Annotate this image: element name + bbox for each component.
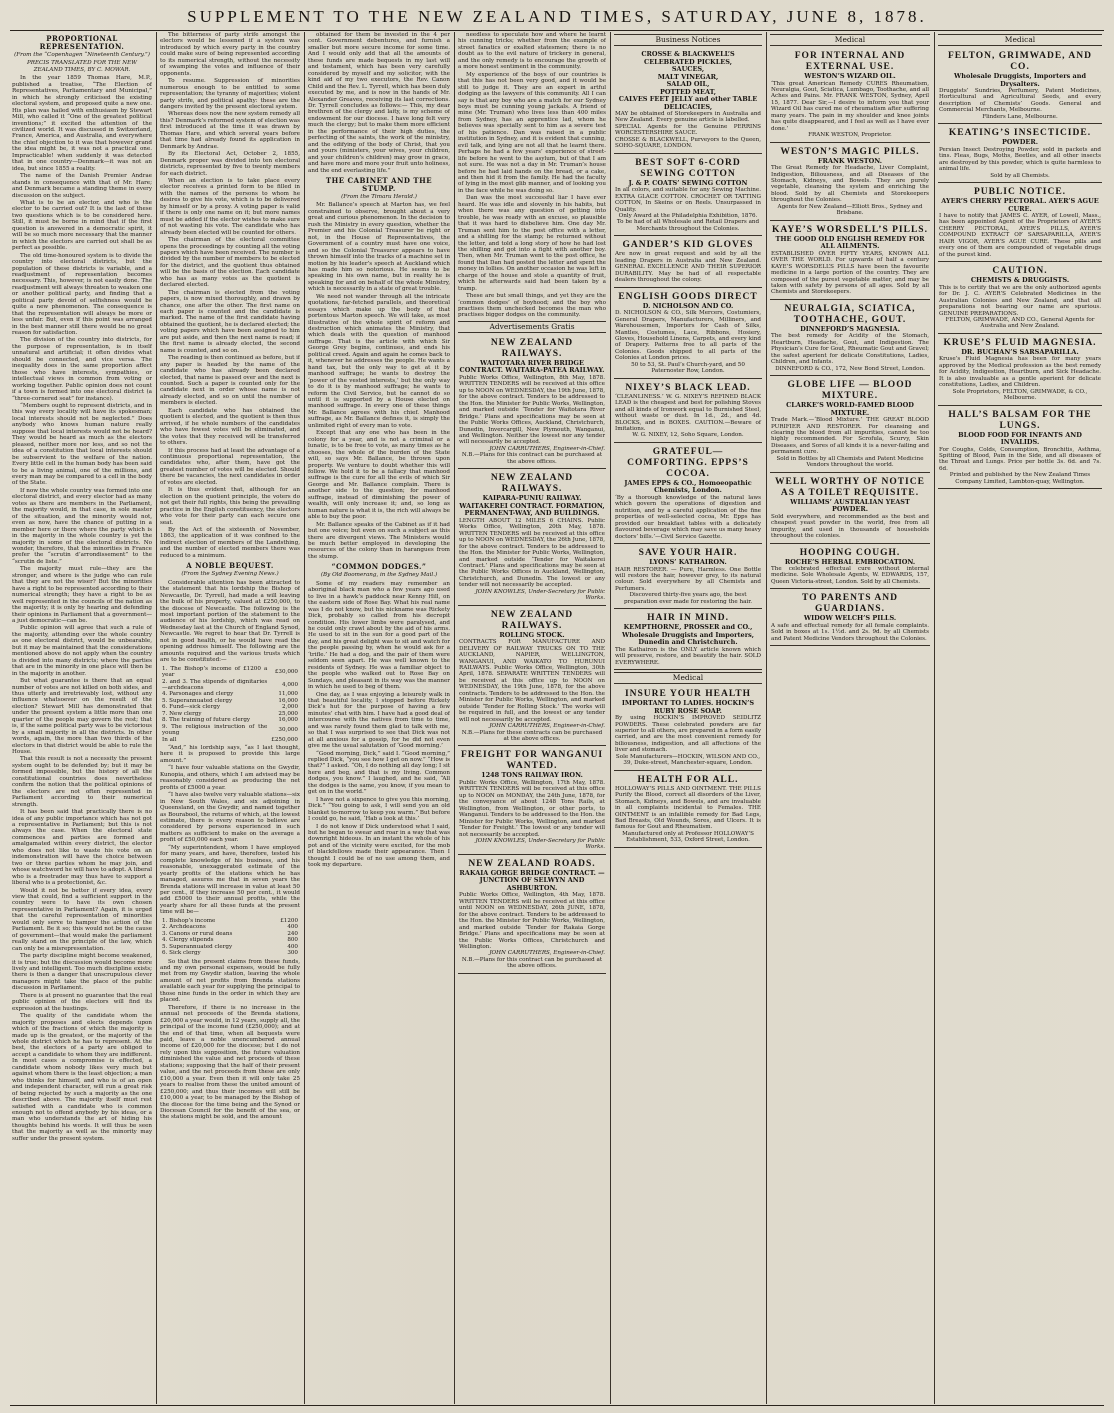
advertisement [938, 336, 1102, 406]
advertisement-body: A safe and effectual remedy for all female complaints. Sold in boxes at 1s. 1½d. and 2s. 9d. by all Chemists and Patent Medicine Vendors throughout the Colonies. [771, 622, 929, 642]
advertisement-note: Manufactured only at Professor HOLLOWAY’S Establishment, 533, Oxford Street, London. [622, 830, 754, 844]
table-cell-amount: 16,000 [278, 717, 298, 724]
column-medical-2 [938, 32, 1102, 1404]
advertisement-body: Public Works Office, Wellington, 8th May, 1878. WRITTEN TENDERS will be received at this office up to NOON on WEDNESDAY, the 19th June, 1878, for the above contract. Tenders to be addressed to the Hon. the Minister for Public Works, Wellington, and marked outside ‘Tender for Waitotara River Bridge.’ Plans and specifications may be seen at the Public Works Offices, Auckland, Christchurch, Dunedin, Invercargill, New Plymouth, Wanganui, and Wellington. Neither the lowest nor any tender will necessarily be accepted. [459, 374, 605, 446]
advertisement-note: N.B.—Plans for this contract can be purchased at the above offices. [461, 956, 603, 970]
table-row [160, 950, 300, 956]
article-heading-noble-bequest: A NOBLE BEQUEST. [186, 561, 274, 571]
advertisement-subhead: ROCHE’S HERBAL EMBROCATION. [784, 557, 916, 566]
article-paragraph: “My superintendent, whom I have employed for many years, and have, therefore, tested his complete knowledge of his business, and his reasonable, unexaggerated estimate of the yearly profits of the stations which he has managed, assures me that in seven years the Brenda stations will increase in value at least 50 per cent., if they increase 50 per cent., it would add £5000 to their annual profits, while the yearly share for all these funds at the present time will be— [160, 844, 300, 916]
column-proportional-representation [12, 32, 152, 1404]
business-notice-line: MAY be obtained of Storekeepers in Australia and New Zealand. Every genuine article is labelled. [615, 111, 761, 124]
advertisement [458, 857, 606, 974]
article-paragraph: If now the whole country was formed into one electoral district, and every elector had as many votes as there are members in the Parliament, the majority would, in that case, in sole master of the situation, and the minority would not, even as now, have the chance of putting in a member here or there where the party which is in the majority in the whole country is yet the majority in some of the electoral districts. No wonder, therefore, that the minorities in France prefer the “scrutin d’arrondissement” to the “scrutin de liste.” [12, 487, 152, 565]
advertisement-headline: GLOBE LIFE — BLOOD MIXTURE. [787, 380, 913, 402]
advertisement-headline: HALL’S BALSAM FOR THE LUNGS. [948, 409, 1092, 431]
advertisement-body: The best remedy for Acidity of the Stomach, Heartburn, Headache, Gout, and Indigestion. The Physician’s Cure for Gout, Rheumatic Gout and Gravel; the safest aperient for delicate Constitutions, Ladies, Children, and Infants. [771, 333, 929, 366]
advertisement-note: 50 to 53, St. Paul’s Church-yard, and 50 Paternoster Row, London. [631, 361, 745, 375]
column-business-notices [614, 32, 762, 1404]
business-notice-line: POTTED MEAT, [659, 87, 717, 96]
column-divider [454, 32, 455, 1404]
column-divider [610, 32, 611, 1404]
column-divider [766, 32, 767, 1404]
advertisement-subhead: Wholesale Druggists, Importers and Drysalters. [953, 72, 1087, 88]
table-row [160, 679, 300, 692]
article-translator: PRECIS TRANSLATED FOR THE NEW ZEALAND TIMES, BY C. MOWAR. [26, 60, 138, 73]
advertisement-body: ‘CLEANLINESS.’ W. G. NIXEY’S REFINED BLACK LEAD is the cheapest and best for polishing Stoves and all kinds of Ironwork equal to Burnished Steel, without waste or dust. In 1d., 2d., and 4d. BLOCKS, and in BOXES. CAUTION.—Beware of Imitations. [615, 393, 761, 432]
article-heading-proportional: PROPORTIONAL REPRESENTATION. [39, 34, 125, 51]
business-notice-line: CALVES FEET JELLY and other TABLE DELICACIES, [618, 95, 758, 111]
advertisement-body: The celebrated effectual cure without internal medicine. Sole Wholesale Agents, W. EDWARDS, 157, Queen Victoria-street, London. Sold by all Chemists. [771, 566, 929, 585]
advertisement-subhead: WIDOW WELCH’S PILLS. [803, 614, 897, 623]
business-notice-line: SPECIAL Agents for the Genuine PERRINS WORCESTERSHIRE SAUCE. [615, 123, 761, 137]
article-paragraph: That this result is not a necessity the present system ought to be defended by; but it may be formed impossible, but the history of all the constitutional countries does nevertheless confirm the notion that the political opinions of the electors are not often represented in Parliament according to their numerical strength. [12, 756, 152, 808]
article-paragraph: Some of my readers may remember an aboriginal black man who a few years ago used to live in a hawk’s paddock near Kenny Hill, on the eastern side of Rose Bay. What his real name was I do not know, but his nickname was Rickety Dick, probably so called from his decrepit condition. His lower limbs were paralysed, and he could only crawl about by the aid of his arms. He used to sit in the sun for a good part of the day, and his great delight was to sit and watch for the people passing by, when he would ask for a ‘trifle.’ He had a dog, and the pair of them were seldom seen apart. He was well known to the residents of Sydney. He was a familiar object to the people who walked out to Rose Bay on Sundays, and pleasant in its way was the manner in which he used to beg of them. [308, 580, 450, 691]
table-cell-amount: 240 [287, 930, 298, 937]
table-cell-amount: 300 [287, 950, 298, 957]
table-cell-label: 7. New clergy [162, 710, 202, 717]
advertisement [770, 145, 930, 221]
table-cell-label: In all [162, 736, 177, 743]
advertisement-note: W. G. NIXEY, 12, Soho Square, London. [632, 432, 744, 439]
advertisement [614, 156, 762, 237]
advertisement [614, 381, 762, 443]
advertisement-subhead: J. & P. COATS’ SEWING COTTON [628, 178, 748, 187]
advertisement-body: ESTABLISHED OVER FIFTY YEARS, KNOWN ALL OVER THE WORLD. For upwards of half a century KAYE’S WORSDELL’S PILLS have been the favourite medicine in a large portion of the country. They are composed of the purest vegetable matter, and may be taken with safety by persons of all ages. Sold by all Chemists and Storekeepers. [771, 250, 929, 296]
advertisement-note: DINNEFORD & CO., 172, New Bond Street, London. [775, 365, 925, 372]
advertisement-body: ‘This great American Remedy CURES Rheumatism, Neuralgia, Gout, Sciatica, Lumbago, Toothache, and all Aches and Pains. Mr. FRANK WESTON, Sydney, April 15, 1877. Dear Sir,—I desire to inform you that your Wizard Oil has cured me of rheumatism after suffering many years. The pain in my shoulder and knee joints has quite disappeared, and I feel as well as I have ever done.’ [771, 80, 929, 132]
advertisement-headline: WELL WORTHY OF NOTICE AS A TOILET REQUISITE. [775, 476, 925, 498]
advertisement-subhead: AYER’S CHERRY PECTORAL. AYER’S AGUE CURE. [941, 197, 1099, 213]
advertisement [614, 773, 762, 848]
column-advertisements-gratis [458, 32, 606, 1404]
table-cell-amount: 800 [287, 937, 298, 944]
advertisement [614, 687, 762, 771]
table-cell-amount: 16,000 [278, 697, 298, 704]
advertisement-body: HOLLOWAY’S PILLS AND OINTMENT. THE PILLS Purify the Blood, correct all disorders of the Liver, Stomach, Kidneys, and Bowels, and are invaluable in all complaints incidental to Females. THE OINTMENT is an infallible remedy for Bad Legs, Bad Breasts, Old Wounds, Sores, and Ulcers. It is famous for Gout and Rheumatism. [615, 785, 761, 831]
article-paragraph: The division of the country into districts, for the purpose of representation, is in itself unnatural and artificial; it often divides what should be connected, and vice versa. The inequality does in the same proportion affect those who have interests, sympathies, or intellectual views in common from voting or working together. Public opinion does not count if a town is formed into one electoral district (a “three-cornered seat” for instance). [12, 337, 152, 402]
column-medical-1 [770, 32, 930, 1404]
advertisement [614, 611, 762, 670]
table-cell-amount: 2,000 [281, 704, 298, 711]
article-paragraph: So that the present claims from these funds, and my own personal expenses, would be fully met from my Gwydir station, leaving the whole amount of net profits from Brenda stations available each year for supplying the principal to those nine funds in the order in which they are placed. [160, 958, 300, 1004]
business-notice-line: SAUCES, [671, 65, 705, 73]
advertisement-body: The Kathairon is the ONLY article known which will preserve, restore, and beautify the hair. SOLD EVERYWHERE. [615, 646, 761, 666]
table-cell-label: 3. Canons or rural deans [162, 930, 233, 937]
advertisement-headline: GANDER’S KID GLOVES [622, 240, 754, 251]
cabinet-body [308, 202, 450, 560]
advertisement [458, 471, 606, 605]
advertisement-subhead: IMPORTANT TO LADIES. HOCKIN’S RUBY ROSE SOAP. [621, 699, 755, 715]
table-cell-label: 4. Clergy stipends [162, 937, 214, 944]
article-paragraph: There is at present no guarantee that the real public opinion of the electors will find its expression at the hustings. [12, 992, 152, 1012]
advertisement-note: Sole Manufacturers—HOCKIN, WILSON AND CO., 39, Duke-street, Manchester-square, London. [615, 753, 761, 767]
advertisement [458, 608, 606, 747]
advertisement [770, 49, 930, 143]
advertisement-subhead: CLARKE’S WORLD-FAMED BLOOD MIXTURE. [786, 401, 914, 417]
advertisement-headline: NEW ZEALAND RAILWAYS. [490, 609, 574, 631]
advertisement-headline: HOOPING COUGH. [799, 547, 901, 558]
advertisement-subhead: WILLIAMS’ AUSTRALIAN YEAST POWDER. [790, 497, 910, 514]
table-cell-amount: 400 [287, 943, 298, 950]
medical-ads-list [614, 687, 762, 848]
advertisement-signature: JOHN KNOWLES, Under-Secretary for Public Works. [475, 838, 605, 851]
article-paragraph: The majority must rule—they are the stronger, and where is the judge who can rule that they are not the wiser? But the minorities have a right to be represented according to their numerical strength; they have a right to be as well represented in the councils of the nation as the majority; it is only by hearing and defending their opinions in Parliament that a government—a just democratic—can be. [12, 566, 152, 624]
advertisement-headline: HAIR IN MIND. [647, 613, 729, 624]
advertisement-headline: BEST SOFT 6-CORD SEWING COTTON [635, 157, 741, 179]
advertisement-body: In all colors, and suitable for any Sewing Machine. EXTRA GLACE COTTON. CROCHET OR TATTING COTTON, In Skeins or on Reels. Unsurpassed in Quality. [615, 187, 761, 213]
column-divider [304, 32, 305, 1404]
article-paragraph: Each candidate who has obtained the quotient is elected, and the quotient is then thus arrived, if he whole numbers of the candidates who have fewest votes will be eliminated, and the votes that they received will be transferred to others. [160, 407, 300, 447]
article-paragraph: It is thus evident that, although for an election on the quotient principle, the voters do not get their full rights, this being the prevailing practice in the English constituency, the electors who vote for their party can each secure one seat. [160, 487, 300, 526]
advertisement-note: N.B.—Plans for this contract can be purchased at the above offices. [461, 452, 603, 465]
article-paragraph: It has been said that practically there is no idea of any public importance which has not got a representative in Parliament; but this is not always the case. When the electoral state commences and parties are formed and amalgamated within every district, the elector who does not like to waste his vote on an indemonstration will have the choice between two or three parties whom he may join, and whose watchword he will have to adopt. A liberal who is a freetrader may thus have to support a liberal who is a protectionist, &c. [12, 809, 152, 887]
advertisement-headline: NEURALGIA, SCIATICA, TOOTHACHE, GOUT. [784, 303, 916, 325]
table-cell-amount: £250,000 [271, 736, 298, 743]
advertisement [938, 185, 1102, 262]
article-heading-dodges: “COMMON DODGES.” [331, 562, 427, 572]
table-cell-label: 2. Archdeacons [162, 924, 206, 931]
article-paragraph: The party discipline might become weakened, it is true; but the discussion would become more lively and intelligent. Too much discipline exists; there is then a danger that unscrupulous clever managers might take the place of the public discussion in Parliament. [12, 953, 152, 992]
noble-bequest-body-3 [160, 959, 300, 1121]
advertisement [938, 264, 1102, 334]
advertisement-subhead: JAMES EPPS & CO., Homoeopathic Chemists, London. [624, 478, 752, 495]
advertisement-body: ‘By a thorough knowledge of the natural laws which govern the operations of digestion and nutrition, and by a careful application of the fine properties of well-selected cocoa, Mr. Epps has provided our breakfast tables with a delicately flavoured beverage which may save us many heavy doctors’ bills.’—Civil Service Gazette. [615, 494, 761, 540]
advertisement-headline: KAYE’S WORSDELL’S PILLS. [772, 224, 928, 235]
article-paragraph: The old time-honoured system is to divide the country into electoral districts, but the population of these districts is variable, and a readjustment of representation becomes necessary. This, however, is not easily done. The readjustment will always threaten to weaken one or another political party, and finding that a political party devoid of selfishness would be quite a new phenomenon. The consequence is that the representation will always be more or less unfair. But, even if this point was arranged in the best manner still there would be no great reason for satisfaction. [12, 252, 152, 337]
article-paragraph: By its Electoral Act, October 2, 1855, Denmark proper was divided into ten electoral districts, represented by five to twenty members for each district. [160, 151, 300, 177]
table-row [160, 724, 300, 737]
article-paragraph: Would it not be better if every idea, every view that could, find a sufficient support in the country were to have its own chosen representative in Parliament? Again, it is urged that the careful representation of minorities would only serve to hamper the action of the Parliament. Be it so; this would not be the cause of government—that would make the parliament really stand on the principle of the law, which can only be a misrepresentation. [12, 887, 152, 952]
article-paragraph: The chairman is elected from the voting papers, is now mixed thoroughly, and drawn by chance, one after the other. The first name on each paper is counted and the candidate is marked. The name of the first candidate having obtained the quotient, he is declared elected; the voting papers which have been assigned to him are put aside, and then the next name is read; if the first name is already elected, the second name is counted, and so on. [160, 289, 300, 354]
advertisement-note: Sole Proprietors, FELTON, GRIMWADE, & CO., Melbourne. [952, 388, 1088, 402]
noble-bequest-body [160, 580, 300, 664]
table-row [160, 691, 300, 697]
table-cell-label: 1. The Bishop’s income of £1200 a year [162, 665, 268, 679]
advertisement-body: Persian Insect Destroying Powder, sold in packets and tins. Fleas, Bugs, Moths, Beetles, and all other insects are destroyed by this powder, which is quite harmless to animal life. [939, 146, 1101, 173]
article-paragraph: Therefore, if there is no increase in the annual net proceeds of the Brenda stations, £20,000 a year would, in 12 years, supply all, the principal of the income fund (£250,000); and at the end of that time, when all bequests were paid, leave a noble unencumbered annual income of £20,000 for the diocese; but I do not rely upon this supposition, the future valuation diminished the value and net proceeds of these stations; supposing that the half of their present value, and the net proceeds from these are only £10,000 a year. Even then it will only take 25 years to realise from these the united amount of £250,000; and thus their incomes will still be £10,000 a year, to be managed by the Bishop of the diocese for the time being and the Synod or Diocesan Council for the benefit of the sea, or the stations might be sold, and the amount [160, 1004, 300, 1121]
advertisement [458, 748, 606, 854]
article-paragraph: I have not a sixpence to give you this morning, Dick.” “You going to ask, I will send you an old blanket to-morrow to keep you warm.” But before I could go, he said, ‘Hab a look at this.’ [308, 796, 450, 823]
crosse-blackwell-ad [614, 49, 762, 154]
advertisement-signature: JOHN CARRUTHERS, Engineer-in-Chief. [489, 950, 605, 957]
article-body-continued [160, 32, 300, 559]
advertisement-body: CONTRACTS FOR MANUFACTURE AND DELIVERY OF RAILWAY TRUCKS ON TO THE AUCKLAND, NAPIER, WELLINGTON, WANGANUI, AND WAIKATO TO HURUNUI RAILWAYS. Public Works Office, Wellington, 30th April, 1878. SEPARATE WRITTEN TENDERS will be received at this office up to NOON on WEDNESDAY, the 19th June, 1878, for the above contracts. Tenders to be addressed to the Hon. the Minister for Public Works, Wellington, and marked outside ‘Tender for Rolling Stock.’ The works will be required in full, and the lowest or any tender will not necessarily be accepted. [459, 639, 605, 723]
article-paragraph: “I have four valuable stations on the Gwydir, Kunopia, and others, which I am advised may be reasonably considered as producing the net profits of £5000 a year. [160, 765, 300, 791]
medical-ads-list [770, 49, 930, 646]
column-divider [934, 32, 935, 1404]
article-paragraph: The bitterness of party strife amongst the electors would be lessened if a system was introduced by which every party in the country could make sure of being represented according to its numerical strength, without the necessity of swamping the votes and influence of their opponents. [160, 32, 300, 77]
table-cell-label: 4. Parsonages and clergy [162, 691, 234, 698]
advertisement-headline: FELTON, GRIMWADE, AND CO. [948, 51, 1092, 72]
noble-bequest-conclusion [308, 32, 450, 174]
masthead-rule [10, 30, 1104, 31]
advertisement [938, 126, 1102, 183]
advertisement-body: Kruse’s Fluid Magnesia has been for many years approved by the Medical profession as the best remedy for Acidity, Indigestion, Heartburn, and Sick Headache. It is also invaluable as a gentle aperient for delicate constitutions, Ladies, and Children. [939, 356, 1101, 389]
advertisement-subhead: D. NICHOLSON AND CO. [642, 301, 734, 310]
advertisement [770, 223, 930, 300]
advertisement-subhead: WESTON’S WIZARD OIL. [804, 72, 896, 80]
advertisement-headline: FREIGHT FOR WANGANUI WANTED. [460, 750, 604, 772]
article-paragraph: Public opinion will agree that such a rule of the majority, attending over the whole country as one electoral district, would be unbearable, but it may be maintained that the considerations mentioned above do not apply when the country is divided into many districts; where the parties that are in the minority in one place will then be in the majority in another. [12, 625, 152, 677]
advertisement [770, 546, 930, 590]
advertisements-list [458, 336, 606, 974]
advertisement-headline: NEW ZEALAND RAILWAYS. [490, 473, 574, 495]
advertisement-body: HAIR RESTORER. — Pure, Harmless. One Bottle will restore the hair, however grey, to its natural colour. Sold everywhere by all Chemists and Perfumers. [615, 566, 761, 592]
noble-bequest-body-2 [160, 745, 300, 916]
advertisement-subhead: RAKAIA GORGE BRIDGE CONTRACT. — JUNCTION OF SELWYN AND ASHBURTON. [459, 868, 605, 892]
table-cell-amount: £30,000 [274, 668, 298, 675]
advertisement [770, 378, 930, 473]
advertisement [770, 591, 930, 646]
article-paragraph: Mr. Ballance speaks of the Cabinet as if it had but one voice; but even on such a subject as this there are divergent views. The Ministers would be much better employed in developing the resources of the colony than in harangues from the stump. [308, 521, 450, 560]
advertisement-subhead: POWDER. [1001, 138, 1039, 147]
medical-ads-list [938, 49, 1102, 489]
advertisement-body: LENGTH ABOUT 12 MILES 6 CHAINS. Public Works Office, Wellington, 20th May, 1878. WRITTEN TENDERS will be received at this office up to NOON on WEDNESDAY, the 26th June, 1878, for the above contract. Tenders to be addressed to the Hon. the Minister for Public Works, Wellington, and marked outside ‘Tender for Waitakerei Contract.’ Plans and specifications may be seen at the Public Works Offices in Auckland, Wellington, Christchurch, and Dunedin. The lowest or any tender will not necessarily be accepted. [459, 517, 605, 589]
article-paragraph: Whereas does now the new system remedy all this? Denmark’s reformed system of election was first introduced at the time it was drawn by Thomas Hare, and which several years before that time had already found its application in Denmark by Andrae. [160, 111, 300, 150]
advertisement-note: Flinders Lane, Melbourne. [982, 113, 1058, 120]
advertisement-note: Discovered thirty-five years ago, the best preparation ever made for restoring the hair. [623, 592, 753, 605]
article-paragraph: I do not know if Dick understood what I said, but he began to swear and roar in a way that was downright hideous. In an instant the whole of his pot and of the vicinity were excited, for the mob of blackfellows made their appearance. Then I thought I could be of no use among them, and took my departure. [308, 823, 450, 869]
article-paragraph: In the year 1859 Thomas Hare, M.P., published a treatise, “The Election of Representatives, Parliamentary and Municipal,” in which he strongly criticised the existing electoral system, and proposed quite a new one. His plan was hailed with enthusiasm by Stewart Mill, who called it “One of the greatest political inventions;” it excited the attention of the civilized world. It was discussed in Switzerland, France, America, and Australia, and everywhere the chief objection to it was that however grand the idea might be, it was not a practical one. Impracticable! when suddenly it was detected that in one country—Denmark—it was not an idea, but since 1855 a reality. [12, 75, 152, 172]
article-paragraph: What is to be an elector, and who is the elector to be carried out? It is the last of these two questions which is to be considered here. Still, it must be borne in mind that if the first question is answered in a democratic spirit, it will be so much more necessary that the manner in which the electors are carried out shall be as perfect as possible. [12, 199, 152, 252]
advertisement-note: Sold by all Chemists. [990, 172, 1050, 179]
advertisement-headline: PUBLIC NOTICE. [973, 187, 1067, 198]
column-cabinet-stump [308, 32, 450, 1404]
article-paragraph: These are but small things, and yet they are the ‘common dodges’ of boyhood; and the boy who practises them unchecked becomes the man who practises bigger dodges on the community. [458, 293, 606, 319]
advertisement-body: Sold everywhere, and recommended as the best and cheapest yeast powder in the world, free from all impurity, and used in thousands of households throughout the colonies. [771, 513, 929, 540]
advertisement-headline: SAVE YOUR HAIR. [638, 548, 738, 559]
advertisement-subhead: WAITOTARA RIVER BRIDGE CONTRACT. WAITARA-PATEA RAILWAY. [459, 358, 605, 375]
advertisement-body: I have to notify that JAMES C. AYER, of Lowell, Mass., has been appointed Agent of the Proprietors of AYER’S CHERRY PECTORAL, AYER’S PILLS, AYER’S COMPOUND EXTRACT OF SARSAPARILLA, AYER’S HAIR VIGOR, AYER’S AGUE CURE. These pills and every one of them are compounded of vegetable drugs of the purest kind. [939, 213, 1101, 258]
article-paragraph: “Good morning, Dick,” said I. “Good morning,” replied Dick, “you see how I get on now.” “How is that?” I asked. “Oh, I do nothing all day long; I sit here and beg, and that is my living. Common dodges, you know.” I laughed, and he said, “All the dodges is the same, you know, if you mean to get on in the world.” [308, 750, 450, 796]
advertisement-subhead: BLOOD FOOD FOR INFANTS AND INVALIDS. [958, 430, 1082, 447]
dodges-body [308, 581, 450, 869]
advertisement-subhead: LYONS’ KATHAIRON. [649, 558, 727, 567]
table-cell-label: 1. Bishop’s income [162, 917, 216, 924]
advertisement-note: Agents for New Zealand—Elliott Bros., Sydney and Brisbane. [777, 203, 923, 217]
table-cell-amount: 25,000 [278, 710, 298, 717]
advertisement [614, 290, 762, 379]
article-paragraph: The quality of the candidate whom the majority proposes and elects depends upon which of the fractions of which the majority is made up is the greatest, or the majority of the whole district which he has to represent. At the best, the electors of a party are obliged to accept a candidate to whom they are indifferent. In most cases a compromise is effected, a candidate whom nobody likes very much but against whom there is the least objection; a man who thinks for himself, and who is of an open and independent character, will run a great risk of being rejected by such a majority as the one described above. The majority itself must rest satisfied with a candidate who is common enough not to offend anybody by his ideas, or a man who understands the art of hiding his thoughts behind his words. It will thus be seen that the majority as well as the minority may suffer under the present system. [12, 1013, 152, 1142]
advertisement-subhead: DINNEFORD’S MAGNESIA. [800, 324, 900, 333]
article-paragraph: Except that any one who has been in the colony for a year, and is not a criminal or a lunatic, is to be free to vote, as many times as he chooses, the whole of the burden of the State will, so says Mr. Ballance, be thrown upon property. We venture to doubt whether this will follow. We hold it to be a fallacy that manhood suffrage is the cure for all the evils of which Sir George and Mr. Ballance complain. There is another side to the question; for manhood suffrage, instead of diminishing the power of wealth, will only increase it; and, so long as human nature is what it is, the rich will always be able to buy the poor. [308, 430, 450, 521]
advertisement-headline: HEALTH FOR ALL. [637, 774, 739, 785]
article-paragraph: One day, as I was enjoying a leisurely walk in that beautiful locality, I stopped before Rickety Dick’s hut for the purpose of having a few minutes’ chat with him. I have had a good deal of intercourse with the natives from time to time, and was rarely found them glad to talk with me, so that I was surprised to see that Dick was not at all anxious for a gossip, for he did not even give me the usual salutation of ‘Good morning.’ [308, 691, 450, 750]
advertisement-subhead: CHEMISTS & DRUGGISTS. [970, 276, 1070, 285]
business-notice-line: CROSSE & BLACKWELL, Purveyors to the Queen, SOHO-SQUARE, LONDON. [615, 136, 761, 150]
article-paragraph: “I have also twelve very valuable stations—six in New South Wales, and six adjoining in Queensland, on the Gwydir, and named together as Bourabool, the returns of which, at the lowest estimate, there is every reason to believe are considered by persons experienced in such matters as sufficient to make on the average a profit of £50,000 each year. [160, 792, 300, 844]
advertisement-headline: CAUTION. [992, 266, 1048, 277]
article-paragraph: My experience of the boys of our countries is that this has not been very good, and it would be still to judge it. They are an expert in artful dodging as the lawyers of this community. All I can say is that any boy who are a match for our Sydney boys must be cunning young jackals. A friend of mine (Mr. Truman) who lives less than 400 miles from Sydney, has an apprentice lad, whom he believes was specially sent to him as a severe test of his patience. Dan was raised in a public institution in Sydney, and it is evident that cunning, evil talk, and lying are not all that he learnt there. Perhaps he had a few years’ experience of street-life before he went to the asylum, but of that I am not sure. He was not a day in Mr. Truman’s house before he had laid hands on the bread, or a cake, and then hid it from the family. He had the faculty of lying in the most glib manner, and of looking you in the face while he was doing so. [458, 71, 606, 194]
article-paragraph: If this process had at least the advantage of a continuous proportional representation, the candidates who, after them, have got the greatest number of votes will be elected. Should there be vacancies, the next candidates in order of votes are elected. [160, 447, 300, 486]
advertisement-headline: NIXEY’S BLACK LEAD. [625, 382, 751, 393]
table-row [160, 666, 300, 679]
advertisement-body: By using HOCKIN’S IMPROVED SEIDLITZ POWDERS. These celebrated powders are far superior to all others, are prepared in a form easily carried, and are the most convenient remedy for biliousness, indigestion, and all affections of the liver and stomach. [615, 715, 762, 754]
article-source: (From the Sydney Evening News.) [181, 571, 279, 578]
advertisement [614, 546, 762, 609]
advertisement-headline: FOR INTERNAL AND EXTERNAL USE. [794, 51, 906, 72]
advertisement-body: Public Works Office, Wellington, 17th May, 1878. WRITTEN TENDERS will be received at this office up to NOON on MONDAY, the 24th June, 1878, for the conveyance of about 1248 Tons Rails, at Wellington, from Wellington, or other ports, to Wanganui. Tenders to be addressed to the Hon. the Minister for Public Works, Wellington, and marked ‘Tender for Freight.’ The lowest or any tender will not necessarily be accepted. [459, 779, 605, 838]
table-cell-label: 9. The religious instruction of the young [162, 723, 268, 737]
table-cell-label: 6. Fund—sick clergy [162, 704, 220, 711]
section-header-advertisements: Advertisements Gratis [458, 321, 606, 333]
article-paragraph: To resume. Suppression of minorities numerous enough to be entitled to some representation; the tyranny of majorities; violent party strife, and political apathy: these are the dangers invited by the present electoral system. [160, 78, 300, 110]
table-cell-label: 6. Sick clergy [162, 950, 201, 957]
table-row [160, 737, 300, 743]
advertisement [770, 302, 930, 376]
article-paragraph: Dan was the most successful liar I have ever heard. He was idle and slovenly in his habits, but when there was any question of getting into trouble, he was ready with an excuse, so plausible that it was hard to disbelieve him. One day Mr. Truman sent him to the post office with a letter, and a shilling for the stamp; he returned without the letter, and told a long story of how he had lost the shilling and got into a fight with another boy. Then, when Mr. Truman went to the post office, he found that Dan had posted the letter and spent the money in lollies. On another occasion he was left in charge of the house and stole a quantity of fruit, which he afterwards said had been taken by a tramp. [458, 195, 606, 292]
article-subheading: (From the “Copenhagen “Nineteenth Century.”) [14, 52, 150, 58]
table-cell-amount: 4,000 [281, 681, 298, 688]
advertisement-note: Only Award at the Philadelphia Exhibition, 1876. To be had of all Wholesale and Retail Drapers and Merchants throughout the Colonies. [616, 213, 760, 232]
advertisement-body: Public Works Office, Wellington, 4th May, 1878. WRITTEN TENDERS will be received at this office until NOON on WEDNESDAY, 26th JUNE, 1878, for the above contract. Tenders to be addressed to the Hon. the Minister for Public Works, Wellington, and marked outside ‘Tender for Rakaia Gorge Bridge.’ Plans and specifications may be seen at the Public Works Offices, Christchurch and Wellington. [459, 892, 605, 951]
table-row [160, 717, 300, 723]
advertisement-headline: WESTON’S MAGIC PILLS. [780, 146, 920, 157]
advertisement-subhead: KEMPTHORNE, PROSSER and CO., Wholesale Druggists and Importers, Dunedin and Christchurch. [621, 623, 755, 647]
advertisement [614, 238, 762, 287]
table-cell-amount: 30,000 [278, 726, 298, 733]
business-notice-line: CROSSE & BLACKWELL’S CELEBRATED PICKLES, [641, 50, 735, 66]
advertisement-body: The Great Remedy for Headache, Liver Complaint, Indigestion, Biliousness, and all Diseases of the Stomach, Kidneys, and Bowels. They are purely vegetable, cleansing the system and enriching the blood. Sold by all Chemists and Storekeepers throughout the Colonies. [771, 165, 929, 204]
advertisement-subhead: ROLLING STOCK. [499, 630, 565, 639]
article-paragraph: Considerable attention has been attracted to the statement that his lordship the Bishop of Newcastle, Dr. Tyrrell, had made a will leaving the bulk of his property, valued at £250,000, to the diocese of Newcastle. The following is the most important portion of the statement to the audience of his lordship, which was read on Wednesday last at the Church of England Synod, Newcastle. We regret to hear that Dr. Tyrrell is not in good health, or he would have read the opening address himself. The following are the amounts required and the various trusts which are to be constituted:— [160, 579, 300, 664]
advertisement-headline: TO PARENTS AND GUARDIANS. [802, 593, 898, 615]
advertisement [938, 49, 1102, 124]
advertisement [770, 475, 930, 544]
article-paragraph: “And,” his lordship says, “as I last thought, here it is proposed to provide this large amount.” [160, 745, 300, 764]
article-paragraph: The reading is then continued as before, but if any paper is headed by the name of the candidate who has already been declared elected, that name is passed over and the next is counted. Such a paper is counted only for the candidate next in order whose name is not already elected, and so on until the number of members is elected. [160, 355, 300, 407]
section-header-medical: Medical [614, 672, 762, 684]
advertisement-subhead: 1248 TONS RAILWAY IRON. [481, 771, 583, 780]
table-cell-label: 5. Superannuated clergy [162, 943, 233, 950]
article-source: (From the Timaru Herald.) [341, 193, 417, 200]
advertisement-body: For Coughs, Colds, Consumption, Bronchitis, Asthma, Spitting of Blood, Pain in the Side, and all diseases of the Throat and Lungs. Price per bottle 3s. 6d. and 7s. 6d. [939, 446, 1101, 472]
article-paragraph: When an election is to take place every elector receives a printed form to be filled in with the names of the persons to whom he desires to give his vote, which is to be delivered by himself or by a proxy. A voting paper is valid if there is only one name on it; but more names must be added if the elector wishes to make sure of not wasting his vote. The candidate who has already been elected will be counted for others. [160, 177, 300, 236]
table-cell-amount: 400 [287, 924, 298, 931]
advertisement-note: Printed and published by the New Zealand Times Company Limited, Lambton-quay, Wellington. [949, 472, 1091, 485]
article-body [12, 75, 152, 1142]
table-cell-amount: £1200 [280, 917, 298, 924]
advertisement-subhead: DR. BUCHAN’S SARSAPARILLA. [961, 347, 1079, 356]
dodges-body-continued [458, 32, 606, 319]
table-cell-label: 2. and 3. The stipends of dignitaries—archdeacons [162, 678, 268, 691]
table-cell-amount: 11,000 [278, 691, 298, 698]
article-paragraph: “Members ought to represent districts, and in this way every locality will have its spokesman; local interests should not be neglected.” Does anybody who knows human nature really suppose that local interests would not be heard? They would be heard as much as the electors pleased, neither more nor less, and so not the idea of a constitution that local interests should be subservient to the welfare of the nation. Every little cell in the human body has been said to be a living animal, one of the millions, and every man may be compared to a cell in the body of the State. [12, 403, 152, 487]
table-cell-label: 8. The training of future clergy [162, 717, 251, 724]
advertisement-headline: NEW ZEALAND ROADS. [468, 858, 596, 869]
advertisement [938, 408, 1102, 490]
advertisement-note: Sold in Bottles by all Chemists and Patent Medicine Vendors throughout the world. [776, 455, 924, 469]
advertisement-headline: KRUSE’S FLUID MAGNESIA. [943, 337, 1097, 348]
section-header-medical: Medical [770, 34, 930, 46]
advertisement-body: This is to certify that we are the only authorized agents for Dr. J. C. AYER’S Celebrated Medicines in the Australian Colonies and New Zealand, and that all preparations not bearing our name are spurious. GENUINE PREPARATIONS. [939, 284, 1101, 317]
advertisement-headline: KEATING’S INSECTICIDE. [948, 128, 1092, 139]
article-paragraph: By the Act of the sixteenth of November, 1863, the application of it was confined to the indirect election of members of the Landsthing, and the number of elected members there was reduced to a minimum. [160, 526, 300, 559]
advertisement-note: N.B.—Plans for these contracts can be purchased at the above offices. [461, 729, 603, 742]
advertisement-signature: JOHN KNOWLES, Under-Secretary for Public Works. [475, 588, 605, 602]
section-header-medical: Medical [938, 34, 1102, 46]
advertisement [458, 336, 606, 469]
advertisement-subhead: KAIPARA-PUNIU RAILWAY. WAITAKEREI CONTRACT. FORMATION, PERMANENT-WAY, AND BUILDINGS. [459, 494, 605, 518]
article-paragraph: Mr. Ballance’s speech at Marton has, we feel constrained to observe, brought about a very great and curious phenomenon. In the decision to rush the Ministry in every question, whether the Premier and his Colonial Treasurer be right or not, in the House of Representatives, the Government of a country must have one voice, and so the Colonial Treasurer appears to have thrown himself into the tracks of a machine set in motion by his leader’s speech at Auckland which has made him so notorious. He seems to be speaking in his own name, but in reality he is speaking for and on behalf of the whole Ministry, which is necessarily in a state of great trouble. [308, 202, 450, 293]
bottom-rule [10, 1405, 1104, 1406]
masthead-title: SUPPLEMENT TO THE NEW ZEALAND TIMES, SATURDAY, JUNE 8, 1878. [187, 7, 927, 26]
advertisement-body: D. NICHOLSON & CO., Silk Mercers, Costumiers, General Drapers, Manufacturers, Milliners, and Warehousemen, Importers for Cash of Silks, Mantles, Costumes, Lace, Ribbons, Hosiery, Gloves, Household Linens, Carpets, and every kind of Drapery. Patterns free to all parts of the Colonies. Goods shipped to all parts of the Colonies at London prices. [615, 310, 761, 362]
column-noble-bequest [160, 32, 300, 1404]
section-header-business: Business Notices [614, 34, 762, 46]
column-divider [156, 32, 157, 1404]
advertisement-body: Are now in great request and sold by all the leading Drapers in Australia and New Zealand. GENERAL EXCELLENCE AND THEIR SUPERIOR DURABILITY. May be had of all respectable dealers throughout the colony. [615, 251, 761, 284]
advertisement-headline: GRATEFUL—COMFORTING. EPPS’S COCOA. [627, 446, 749, 479]
yearly-share-table [160, 918, 300, 957]
advertisement-note: FRANK WESTON, Proprietor. [808, 132, 892, 139]
advertisement-signature: JOHN CARRUTHERS, Engineer-in-Chief. [489, 445, 605, 452]
advertisement-signature: JOHN CARRUTHERS, Engineer-in-Chief. [489, 723, 605, 730]
advertisement-headline: ENGLISH GOODS DIRECT [618, 291, 758, 302]
advertisement-subhead: FRANK WESTON. [817, 156, 883, 165]
article-source: (By Old Boomerang, in the Sydney Mail.) [320, 572, 438, 579]
business-notice-line: MALT VINEGAR, [657, 72, 719, 81]
article-paragraph: We need not wander through all the intricate quotations, far-fetched parallels, and theoretical essays which make up the body of that portentous Marton speech. We will take, as most illustrative of the whole spirit of reform and destruction which animates the Ministry, that which deals with the question of manhood suffrage. That is the article with which Sir George Grey begins, continues, and ends his political creed. Again and again he comes back to it, whenever he addresses the people. He wants a hand tax, but the only way to get at it by manhood suffrage; he wants to destroy the ‘power of the vested interests,’ but the only way to do it is by manhood suffrage; he wants to reform the Civil Service, but he cannot do so until it is supported by a House elected on manhood suffrage. In every one of these things Mr. Ballance agrees with his chief. Manhood suffrage, as Mr. Ballance defines it, is simply the unlimited right of every man to vote. [308, 293, 450, 429]
advertisement-body: Trade Mark.—‘Blood Mixture.’ THE GREAT BLOOD PURIFIER AND RESTORER. For cleansing and clearing the blood from all impurities, cannot be too highly recommended. For Scrofula, Scurvy, Skin Diseases, and Sores of all kinds it is a never-failing and permanent cure. [771, 417, 929, 456]
advertisement [614, 445, 762, 544]
advertisement-note: FELTON, GRIMWADE, AND CO., General Agents for Australia and New Zealand. [945, 316, 1095, 330]
article-paragraph: needless to speculate how and where he learnt his cunning tricks; whether from the example of street fanatics or exalted statesmen; there is no doubt as to the evil nature of trickery in general, and the only remedy is to encourage the growth of a more honest sentiment in the community. [458, 32, 606, 71]
business-notice-line: SALAD OIL, [666, 80, 710, 88]
article-paragraph: But what guarantee is there that an equal number of votes are not killed on both sides, and thus utterly and irretrievably lost, without any influence whatsoever on the result of the election? Stewart Mill has demonstrated that under the present system a little more than one quarter of the people may govern the rest; that is, if the same political party was to be victorious by a small majority in all the districts. In other words, again, the more than two thirds of the electors in that district would be able to rule the House. [12, 678, 152, 756]
advertisement-headline: INSURE YOUR HEALTH [624, 689, 752, 700]
endowment-table [160, 666, 300, 743]
article-paragraph: obtained for them be invested in the 4 per cent. Government debentures, and furnish a smaller but more secure income for some time. And I would only add that all the amounts of these funds are made bequests in my last will and testament, which has been very carefully considered by myself and my solicitor, with the kind aid of my two executors, the Rev. Canon Child and the Rev. L. Tyrrell, which has been duly executed by me, and is now in the hands of Mr. Alexander Greaves, receiving its last corrections. Dr. Tyrrell concludes as follows:— This, my dear brethren of the clergy and laity, is my scheme of endowment for our diocese. I have long felt very much the clergy; but to make them more efficient in the performance of their high duties, the perfecting of the saints, the work of the ministry, and the edifying of the body of Christ, that you and yours (ministers, your wives, your children, and your children’s children) may grow in grace, and have more and more your fruit unto holiness, and the end everlasting life.” [308, 32, 450, 174]
article-paragraph: The chairman of the electoral committee opens the proceedings by counting all the voting papers which have been received. The number is divided by the number of members to be elected for the district, and the quotient thus obtained will be the basis of the election. Each candidate who has as many votes as the quotient is declared elected. [160, 237, 300, 289]
article-paragraph: The name of the Danish Premier Andrae stands in consequence with that of Mr. Hare; and Denmark became a standing theme in every discussion on the subject. [12, 173, 152, 199]
article-heading-cabinet: THE CABINET AND THE STUMP. [325, 175, 433, 193]
advertisement-subhead: THE GOOD OLD ENGLISH REMEDY FOR ALL AILMENTS. [775, 234, 925, 251]
business-ads-list [614, 156, 762, 670]
advertisement-body: Druggists’ Sundries, Perfumery, Patent Medicines, Horticultural and Agricultural Seeds, and every description of Chemists’ Goods. General and Commercial Merchants, Melbourne. [939, 88, 1101, 114]
table-cell-label: 5. Superannuated clergy [162, 697, 233, 704]
advertisement-headline: NEW ZEALAND RAILWAYS. [490, 337, 574, 359]
